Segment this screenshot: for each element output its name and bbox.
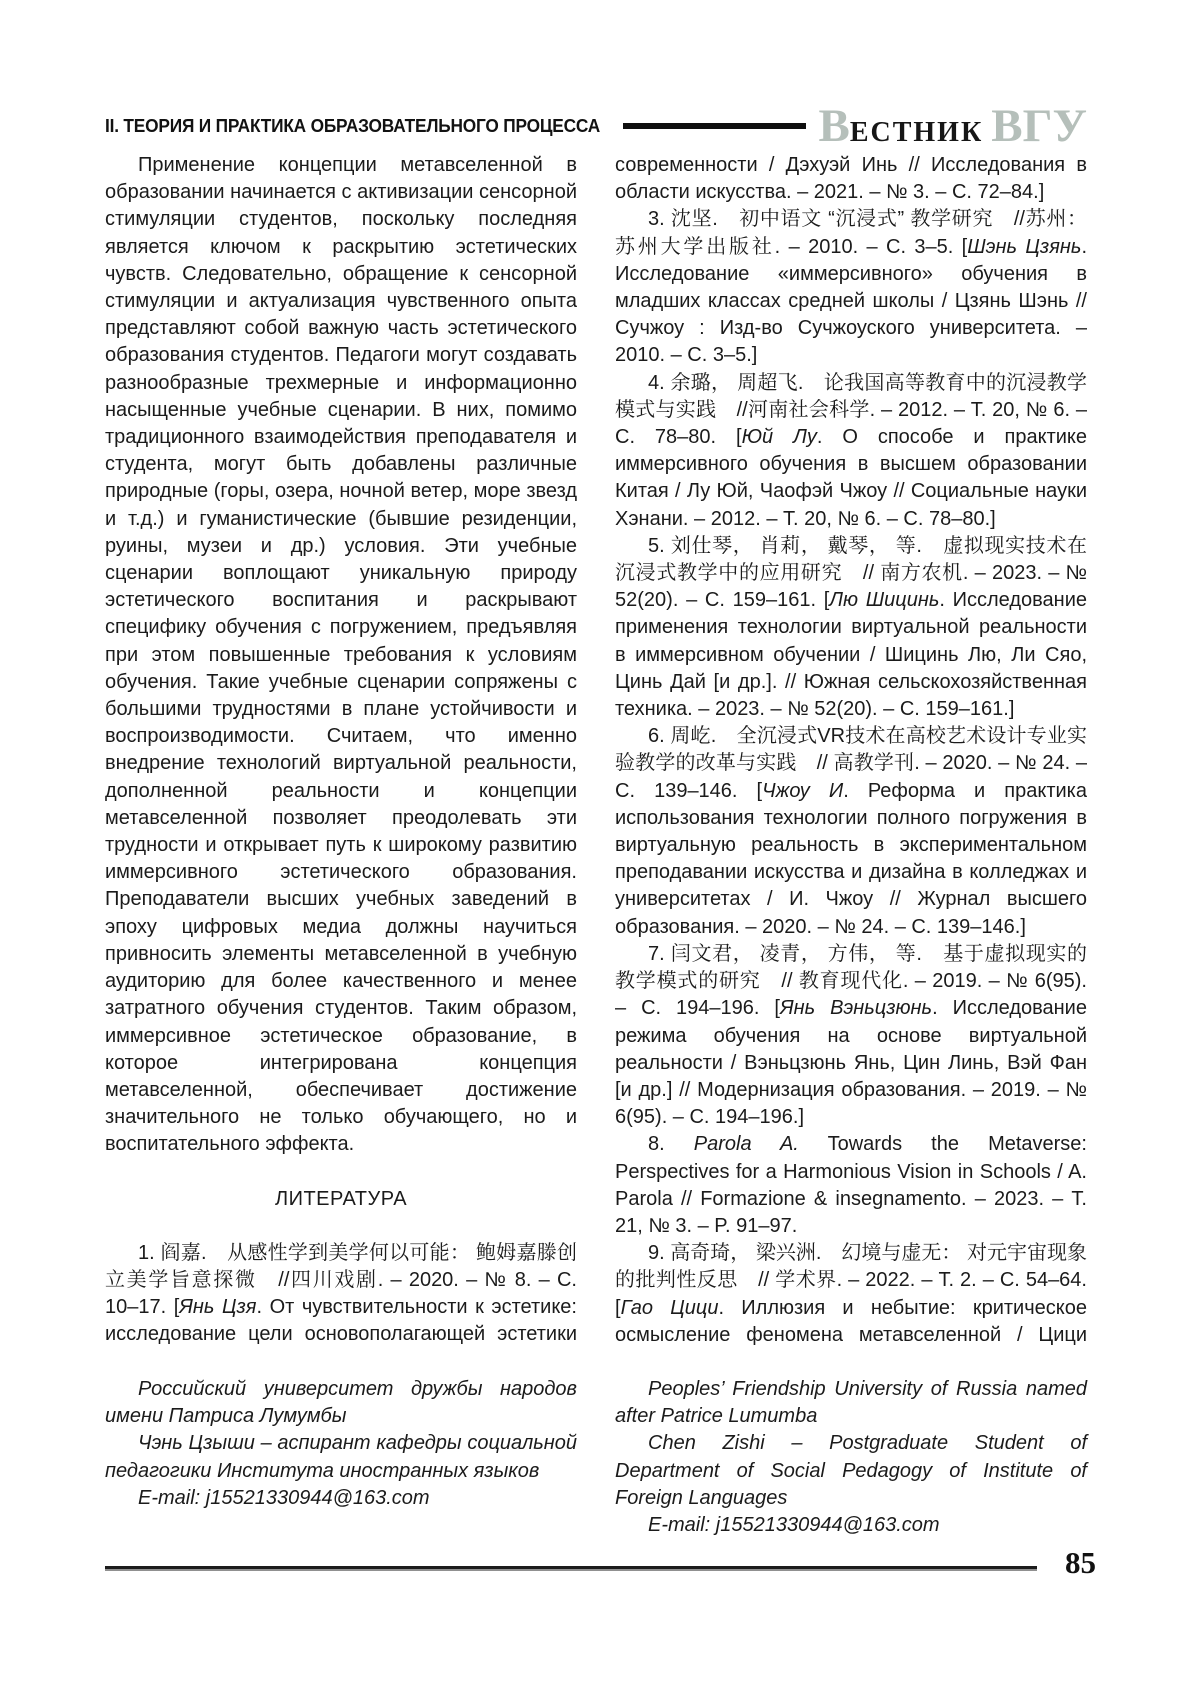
reference-7: 7. 闫文君， 凌青， 方伟， 等. 基于虚拟现实的教学模式的研究 // 教育现代化. – 2019. – № 6(95). – С. 194–196. [Янь Вэньцзюнь. Исследование режима обучения на основе виртуальной реальности / Вэньцзюнь Янь, Цин Линь, Вэй Фан [и др.] // Модернизация образования. – 2019. – № 6(95). – С. 194–196.]	[615, 942, 1087, 1129]
journal-logo-acronym: ВГУ	[991, 99, 1087, 152]
affiliation-en	[615, 1376, 1087, 1539]
reference-3: 3. 沈坚. 初中语文 “沉浸式” 教学研究 //苏州： 苏州大学出版社. – 2010. – С. 3–5. [Шэнь Цзянь. Исследование «иммерсивного» обучения в младших классах средней школы / Цзянь Шэнь // Сучжоу : Изд-во Сучжоуского университета. – 2010. – С. 3–5.]	[615, 208, 1087, 367]
affiliation-en-email: E-mail: j15521330944@163.com	[648, 1514, 940, 1537]
article-body	[105, 152, 1087, 1348]
page-header	[105, 100, 1087, 152]
affiliations	[105, 1376, 1087, 1539]
reference-6: 6. 周屹. 全沉浸式VR技术在高校艺术设计专业实验教学的改革与实践 // 高教学刊. – 2020. – № 24. – С. 139–146. [Чжоу И. Реформа и практика использования технологии полного погружения в виртуальную реальность в экспериментальном преподавании искусства и дизайна в колледжах и университетах / И. Чжоу // Журнал высшего образования. – 2020. – № 24. – С. 139–146.]	[615, 725, 1087, 938]
article-paragraph: Применение концепции метавселенной в образовании начинается с активизации сенсорной стимуляции студентов, поскольку последняя является ключом к раскрытию эстетических чувств. Следовательно, обращение к сенсорной стимуляции и актуализация чувственного опыта представляют собой важную часть эстетического образования студентов. Педагоги могут создавать разнообразные трехмерные и информационно насыщенные учебные сценарии. В них, помимо традиционного взаимодействия преподавателя и студента, могут быть добавлены различные природные (горы, озера, ночной ветер, море звезд и т.д.) и гуманистические (бывшие резиденции, руины, музеи и др.) условия. Эти учебные сценарии воплощают уникальную природу эстетического воспитания и раскрывают специфику обучения с погружением, предъявляя при этом повышенные требования к условиям обучения. Такие учебные сценарии сопряжены с большими трудностями в плане устойчивости и воспроизводимости. Считаем, что именно внедрение технологий виртуальной реальности, дополненной реальности и концепции метавселенной позволяет преодолевать эти трудности и открывает путь к широкому развитию иммерсивного эстетического образования. Преподаватели высших учебных заведений в эпоху цифровых медиа должны научиться привносить элементы метавселенной в учебную аудиторию для более качественного и менее затратного обучения студентов. Таким образом, иммерсивное эстетическое образование, в которое интегрирована концепция метавселенной, обеспечивает достижение значительного не только обучающего, но и воспитательного эффекта.	[105, 154, 577, 1156]
footer-rule	[105, 1566, 1037, 1571]
journal-logo-name: ЕСТНИК	[849, 116, 984, 148]
affiliation-ru	[105, 1376, 577, 1539]
reference-8: 8. Parola A. Towards the Metaverse: Perspectives for a Harmonious Vision in Schools / A. Parola // Formazione & insegnamento. – 2023. – Т. 21, № 3. – P. 91–97.	[615, 1133, 1087, 1237]
reference-5: 5. 刘仕琴， 肖莉， 戴琴， 等. 虚拟现实技术在沉浸式教学中的应用研究 // 南方农机. – 2023. – № 52(20). – С. 159–161. [Лю Шицинь. Исследование применения технологии виртуальной реальности в иммерсивном обучении / Шицинь Лю, Ли Сяо, Цинь Дай [и др.]. // Южная сельскохозяйственная техника. – 2023. – № 52(20). – С. 159–161.]	[615, 534, 1087, 721]
affiliation-ru-university: Российский университет дружбы народов имени Патриса Лумумбы	[105, 1378, 577, 1428]
right-column	[615, 152, 1087, 1348]
reference-9: 9. 高奇琦， 梁兴洲. 幻境与虚无： 对元宇宙现象的批判性反思 // 学术界. – 2022. – Т. 2. – С. 54–64. [Гао Цици. Иллюзия и небытие: критическое осмысление феномена метавселенной / Цици	[615, 1242, 1087, 1346]
running-title: II. ТЕОРИЯ И ПРАКТИКА ОБРАЗОВАТЕЛЬНОГО ПРОЦЕССА	[105, 115, 601, 136]
page-number: 85	[1065, 1545, 1096, 1580]
literature-heading: ЛИТЕРАТУРА	[274, 1187, 408, 1210]
affiliation-ru-email: E-mail: j15521330944@163.com	[138, 1486, 430, 1509]
journal-logo	[818, 99, 1087, 152]
reference-4: 4. 余璐， 周超飞. 论我国高等教育中的沉浸教学模式与实践 //河南社会科学. – 2012. – Т. 20, № 6. – С. 78–80. [Юй Лу. О способе и практике иммерсивного обучения в высшем образовании Китая / Лу Юй, Чаофэй Чжоу // Социальные науки Хэнани. – 2012. – Т. 20, № 6. – С. 78–80.]	[615, 371, 1087, 530]
reference-1: 1. 阎嘉. 从感性学到美学何以可能： 鲍姆嘉滕创立美学旨意探微 //四川戏剧. – 2020. – № 8. – С. 10–17. [Янь Цзя. От чувствительности к эстетике: исследование цели основополагающей эстетики	[105, 1241, 577, 1346]
affiliation-en-university: Peoples’ Friendship University of Russia named after Patrice Lumumba	[615, 1378, 1087, 1428]
header-rule	[623, 123, 807, 129]
reference-2-continued: современности / Дэхуэй Инь // Исследования в области искусства. – 2021. – № 3. – С. 72–84.]	[615, 154, 1087, 204]
left-column	[105, 152, 577, 1348]
affiliation-en-author: Chen Zishi – Postgraduate Student of Department of Social Pedagogy of Institute of Foreign Languages	[615, 1432, 1087, 1509]
journal-logo-initial: В	[818, 99, 850, 152]
affiliation-ru-author: Чэнь Цзыши – аспирант кафедры социальной педагогики Института иностранных языков	[105, 1432, 577, 1482]
